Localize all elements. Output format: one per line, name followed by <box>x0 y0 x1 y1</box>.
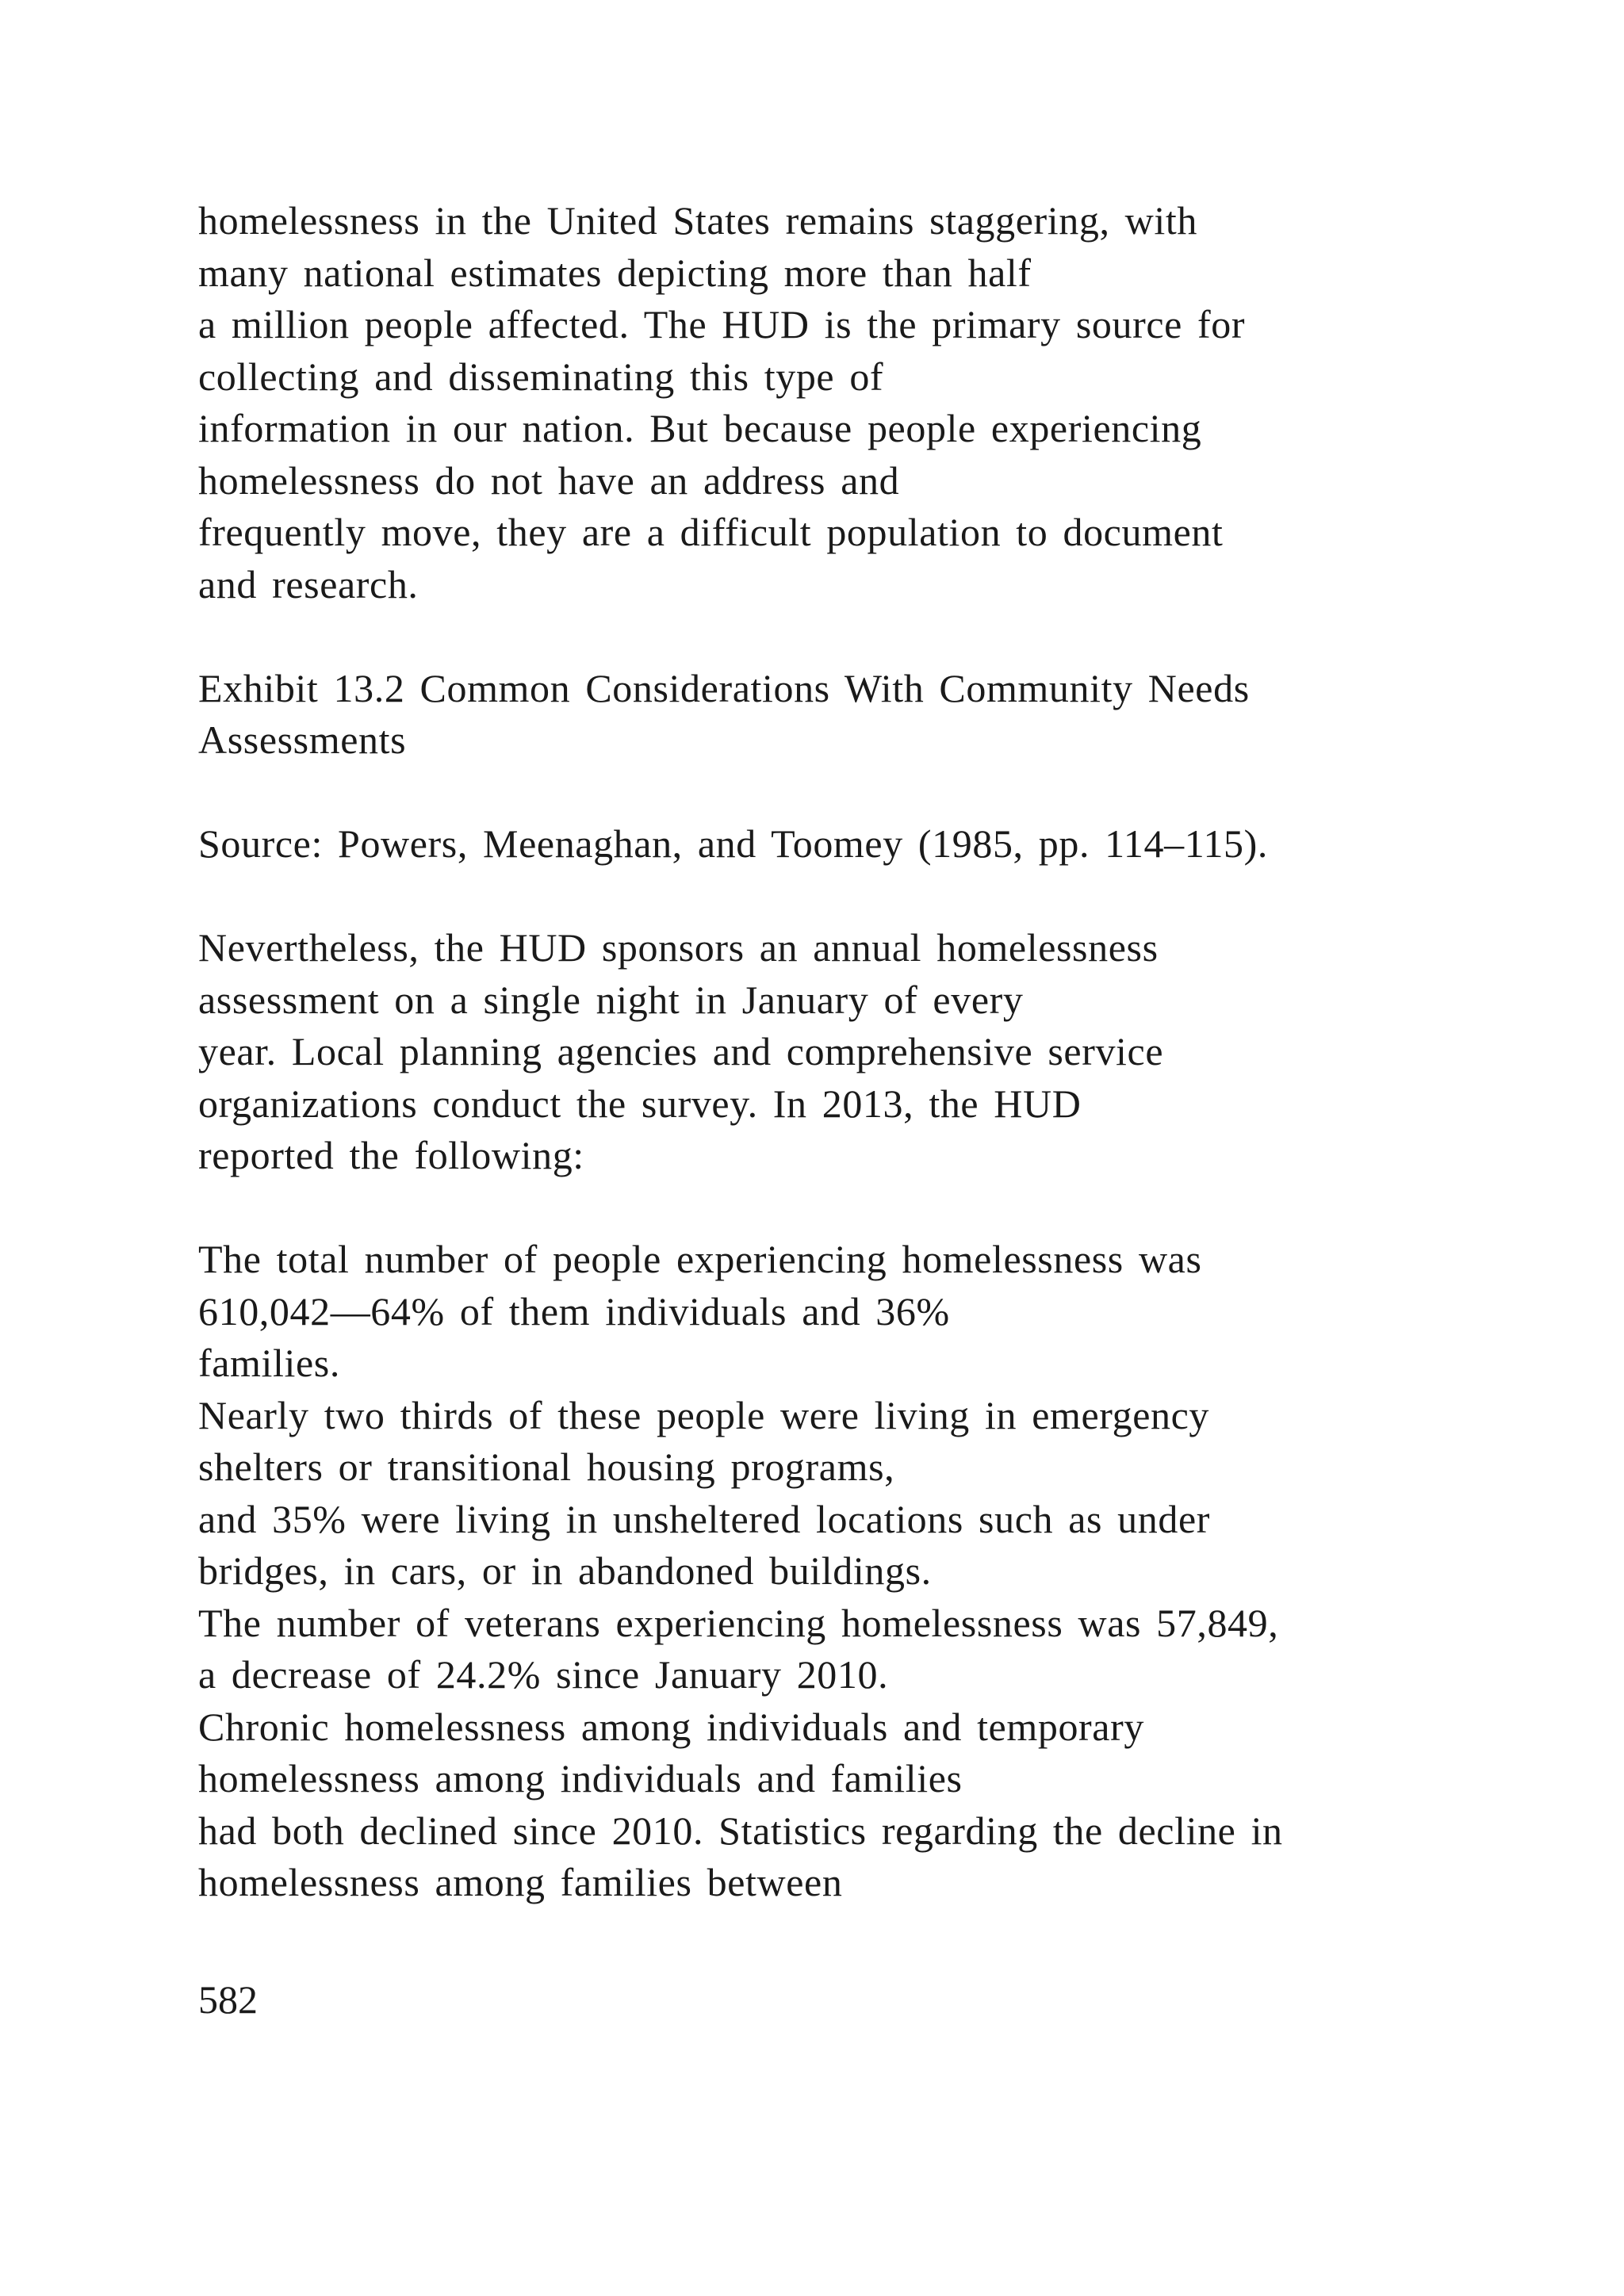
text-line: reported the following: <box>198 1133 584 1177</box>
paragraph-hud-assessment <box>198 922 1546 1182</box>
page-number: 582 <box>198 1977 258 2022</box>
text-line: a million people affected. The HUD is the primary source for <box>198 302 1246 346</box>
text-line: and research. <box>198 561 419 607</box>
text-line: bridges, in cars, or in abandoned buildings. <box>198 1548 932 1593</box>
text-line: Exhibit 13.2 Common Considerations With Community Needs <box>198 665 1250 710</box>
text-line: assessment on a single night in January of every <box>198 977 1024 1022</box>
paragraph-gap <box>198 767 1546 819</box>
findings-list <box>198 1234 1546 1909</box>
text-line: homelessness do not have an address and <box>198 457 900 503</box>
text-line: shelters or transitional housing programs, <box>198 1445 895 1489</box>
text-line: The total number of people experiencing homelessness was <box>198 1237 1202 1281</box>
text-line: many national estimates depicting more than half <box>198 250 1032 295</box>
text-line: a decrease of 24.2% since January 2010. <box>198 1652 889 1697</box>
text-line: year. Local planning agencies and comprehensive service <box>198 1029 1164 1073</box>
exhibit-source <box>198 818 1546 871</box>
text-line: homelessness among families between <box>198 1860 843 1904</box>
paragraph-gap <box>198 871 1546 923</box>
text-line: information in our nation. But because people experiencing <box>198 406 1202 450</box>
paragraph-gap <box>198 1182 1546 1234</box>
paragraph-homelessness-intro <box>198 195 1546 610</box>
text-line: Nearly two thirds of these people were living in emergency <box>198 1392 1210 1437</box>
exhibit-caption <box>198 663 1546 767</box>
source-line: Source: Powers, Meenaghan, and Toomey (1985, pp. 114–115). <box>198 821 1268 866</box>
text-line: and 35% were living in unsheltered locations such as under <box>198 1496 1210 1541</box>
text-line: organizations conduct the survey. In 2013, the HUD <box>198 1081 1082 1126</box>
text-line: The number of veterans experiencing homelessness was 57,849, <box>198 1600 1279 1645</box>
text-line: families. <box>198 1341 340 1385</box>
body-text <box>198 195 1546 1909</box>
text-line: frequently move, they are a difficult population to document <box>198 510 1224 554</box>
text-line: collecting and disseminating this type of <box>198 354 884 399</box>
text-line: Chronic homelessness among individuals and temporary <box>198 1704 1144 1749</box>
text-line: 610,042—64% of them individuals and 36% <box>198 1288 950 1334</box>
paragraph-gap <box>198 610 1546 663</box>
text-line: homelessness in the United States remains staggering, with <box>198 198 1197 243</box>
text-line: Nevertheless, the HUD sponsors an annual homelessness <box>198 925 1159 970</box>
text-line: Assessments <box>198 718 407 762</box>
text-line: homelessness among individuals and families <box>198 1756 963 1800</box>
text-line: had both declined since 2010. Statistics regarding the decline in <box>198 1808 1283 1853</box>
